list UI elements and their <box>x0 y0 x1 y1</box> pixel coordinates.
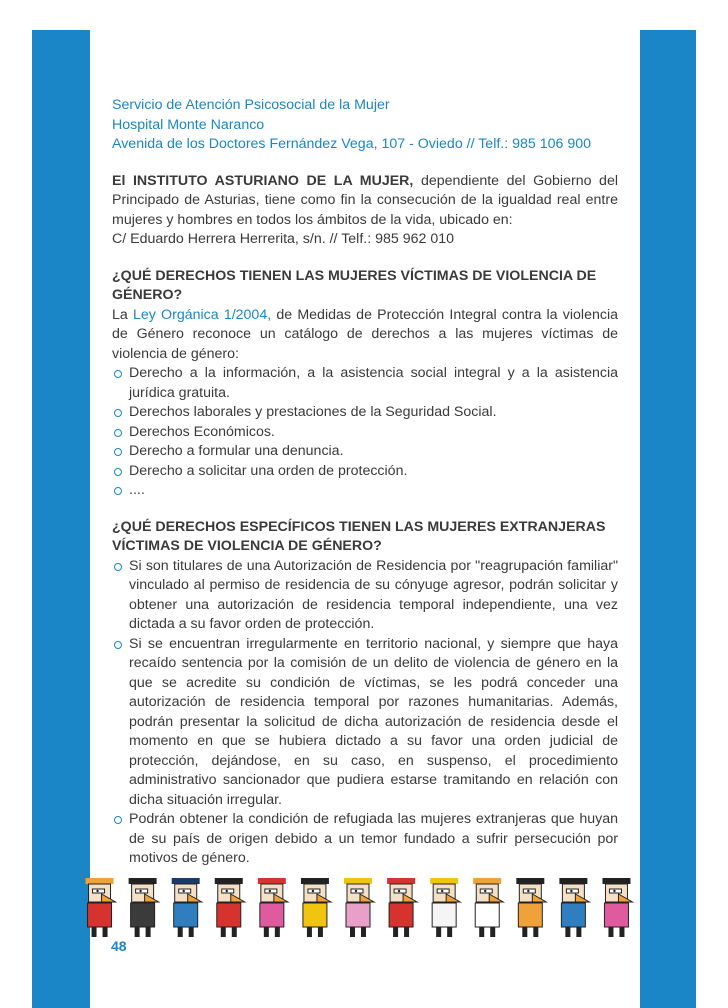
list-item: Derecho a solicitar una orden de protección. <box>112 462 618 482</box>
intro-post: de Medidas de Protección Integral contra la violencia de Género reconoce un catálogo de derechos a las mujeres víctimas de violencia de género: <box>112 306 618 362</box>
intro-pre: La <box>112 306 133 323</box>
law-reference: Ley Orgánica 1/2004, <box>132 306 272 323</box>
contact-block <box>112 96 618 155</box>
person-figure-icon <box>301 878 331 937</box>
header-line-2: Hospital Monte Naranco <box>112 116 265 133</box>
section1-intro <box>112 306 618 365</box>
list-item: Podrán obtener la condición de refugiada las mujeres extranjeras que huyan de su país de origen debido a un temor fundado a sufrir persecución por motivos de género. <box>112 810 618 869</box>
bullet-icon <box>114 487 122 495</box>
bullet-icon <box>114 409 122 417</box>
person-figure-icon <box>86 878 116 937</box>
institute-address: C/ Eduardo Herrera Herrerita, s/n. // Telf.: 985 962 010 <box>112 231 454 247</box>
person-figure-icon <box>387 878 417 937</box>
institute-paragraph <box>112 172 618 231</box>
left-color-band <box>32 30 90 1008</box>
rights-list <box>112 364 618 501</box>
person-figure-icon <box>172 878 202 937</box>
bullet-icon <box>114 816 122 824</box>
person-figure-icon <box>516 878 546 937</box>
bullet-icon <box>114 468 122 476</box>
page-content <box>112 96 618 869</box>
person-figure-icon <box>473 878 503 937</box>
section2-heading: ¿QUÉ DERECHOS ESPECÍFICOS TIENEN LAS MUJERES EXTRANJERAS VÍCTIMAS DE VIOLENCIA DE GÉNERO? <box>112 518 606 554</box>
people-figures-illustration <box>78 872 638 940</box>
header-line-1: Servicio de Atención Psicosocial de la Mujer <box>112 97 390 113</box>
institute-name: El INSTITUTO ASTURIANO DE LA MUJER, <box>112 172 414 189</box>
bullet-icon <box>114 563 122 571</box>
figures-svg <box>78 872 638 940</box>
person-figure-icon <box>602 878 632 937</box>
bullet-icon <box>114 429 122 437</box>
foreign-rights-list <box>112 557 618 869</box>
institute-text: dependiente del Gobierno del Principado de Asturias, tiene como fin la consecución de la igualdad real entre mujeres y hombres en todos los ámbitos de la vida, ubicado en: <box>112 172 618 228</box>
list-item: .... <box>112 481 618 501</box>
bullet-icon <box>114 448 122 456</box>
person-figure-icon <box>559 878 589 937</box>
header-line-3: Avenida de los Doctores Fernández Vega, 107 - Oviedo // Telf.: 985 106 900 <box>112 136 592 152</box>
list-item: Derechos laborales y prestaciones de la Seguridad Social. <box>112 403 618 423</box>
list-item: Derecho a formular una denuncia. <box>112 442 618 462</box>
person-figure-icon <box>215 878 245 937</box>
section1-heading: ¿QUÉ DERECHOS TIENEN LAS MUJERES VÍCTIMAS DE VIOLENCIA DE GÉNERO? <box>112 267 597 303</box>
list-item: Si se encuentran irregularmente en territorio nacional, y siempre que haya recaído sentencia por la comisión de un delito de violencia de género en la que se acredite su condición de víctimas, se les podrá conceder una autorización de residencia temporal por razones humanitarias. Además, podrán presentar la solicitud de dicha autorización de residencia desde el momento en que se hubiera dictado a su favor una orden judicial de protección, dejándose, en su caso, en suspenso, el procedimiento administrativo sancionador que pudiera estarse tramitando en relación con dicha situación irregular. <box>112 635 618 811</box>
list-item: Derecho a la información, a la asistencia social integral y a la asistencia jurídica gratuita. <box>112 364 618 403</box>
person-figure-icon <box>344 878 374 937</box>
person-figure-icon <box>430 878 460 937</box>
list-item: Derechos Económicos. <box>112 423 618 443</box>
person-figure-icon <box>258 878 288 937</box>
person-figure-icon <box>129 878 159 937</box>
list-item: Si son titulares de una Autorización de Residencia por "reagrupación familiar" vinculado al permiso de residencia de su cónyuge agresor, podrán solicitar y obtener una autorización de residencia temporal independiente, una vez dictada a su favor orden de protección. <box>112 557 618 635</box>
page-number: 48 <box>111 938 127 954</box>
right-color-band <box>640 30 696 1008</box>
bullet-icon <box>114 641 122 649</box>
bullet-icon <box>114 370 122 378</box>
